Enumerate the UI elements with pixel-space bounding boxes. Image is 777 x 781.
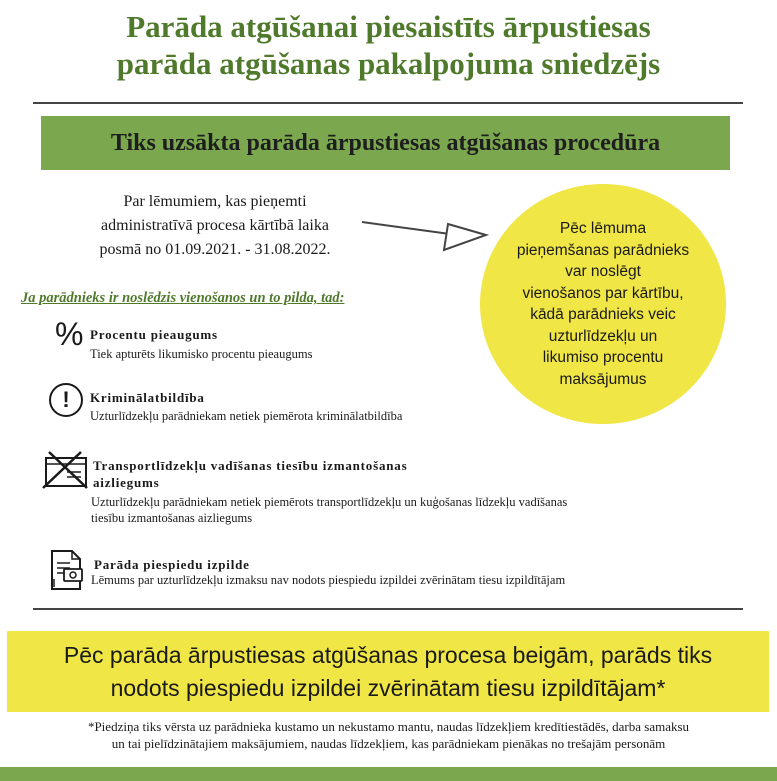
intro-text <box>60 190 370 262</box>
item-desc-license <box>91 494 567 526</box>
item-title-enforcement: Parāda piespiedu izpilde <box>94 557 250 572</box>
conclusion-line-2: nodots piespiedu izpildei zvērinātam tiesu izpildītājam* <box>110 674 666 701</box>
arrow-icon <box>360 210 490 255</box>
revoked-license-icon <box>41 450 91 490</box>
bottom-bar <box>0 767 777 781</box>
procedure-banner: Tiks uzsākta parāda ārpustiesas atgūšanas procedūra <box>41 116 730 170</box>
title-line-1: Parāda atgūšanai piesaistīts ārpustiesas <box>126 9 651 44</box>
circle-line: vienošanos par kārtību, <box>522 284 684 302</box>
circle-text <box>505 218 701 390</box>
item-desc-interest: Tiek apturēts likumisko procentu pieaugums <box>90 347 313 361</box>
item-desc-license-line-2: tiesību izmantošanas aizliegums <box>91 511 253 525</box>
bottom-divider <box>33 608 743 610</box>
page-title <box>0 8 777 82</box>
circle-line: uzturlīdzekļu un <box>548 327 658 345</box>
item-title-criminal: Kriminālatbildība <box>90 390 205 405</box>
title-line-2: parāda atgūšanas pakalpojuma sniedzējs <box>116 46 661 81</box>
intro-line-3: posmā no 01.09.2021. - 31.08.2022. <box>99 241 331 258</box>
footnote-line-1: *Piedziņa tiks vērsta uz parādnieka kustamo un nekustamo mantu, naudas līdzekļiem kredītiestādēs, darba samaksu <box>87 719 690 734</box>
conclusion-box <box>7 631 769 712</box>
exclamation-circle-icon: ! <box>49 383 83 417</box>
circle-line: var noslēgt <box>565 263 641 280</box>
agreement-circle <box>480 184 726 424</box>
item-title-license-line-2: aizliegums <box>93 475 160 490</box>
condition-heading: Ja parādnieks ir noslēdzis vienošanos un to pilda, tad: <box>21 290 345 306</box>
circle-line: maksājumus <box>559 370 647 388</box>
item-title-interest: Procentu pieaugums <box>90 327 218 342</box>
item-desc-license-line-1: Uzturlīdzekļu parādniekam netiek piemērots transportlīdzekļu un kuģošanas līdzekļu vadīšanas <box>91 495 568 509</box>
document-icon <box>48 549 88 591</box>
top-divider <box>33 102 743 104</box>
intro-line-1: Par lēmumiem, kas pieņemti <box>123 193 307 210</box>
item-desc-criminal: Uzturlīdzekļu parādniekam netiek piemērota kriminālatbildība <box>90 409 403 423</box>
item-desc-enforcement: Lēmums par uzturlīdzekļu izmaksu nav nodots piespiedu izpildei zvērinātam tiesu izpildītājam <box>91 573 566 587</box>
circle-line: likumiso procentu <box>542 349 664 366</box>
footnote-line-2: un tai pielīdzinātajiem maksājumiem, naudas līdzekļiem, kas parādniekam pienākas no trešajām personām <box>111 736 666 751</box>
footnote <box>10 718 767 752</box>
circle-line: pieņemšanas parādnieks <box>516 241 690 259</box>
circle-line: kādā parādnieks veic <box>530 306 676 323</box>
percent-icon: % <box>55 316 84 352</box>
item-title-license <box>93 457 407 491</box>
conclusion-line-1: Pēc parāda ārpustiesas atgūšanas procesa beigām, parāds tiks <box>63 641 713 668</box>
intro-line-2: administratīvā procesa kārtībā laika <box>101 217 329 234</box>
item-title-license-line-1: Transportlīdzekļu vadīšanas tiesību izmantošanas <box>93 458 408 473</box>
circle-line: Pēc lēmuma <box>559 220 647 237</box>
